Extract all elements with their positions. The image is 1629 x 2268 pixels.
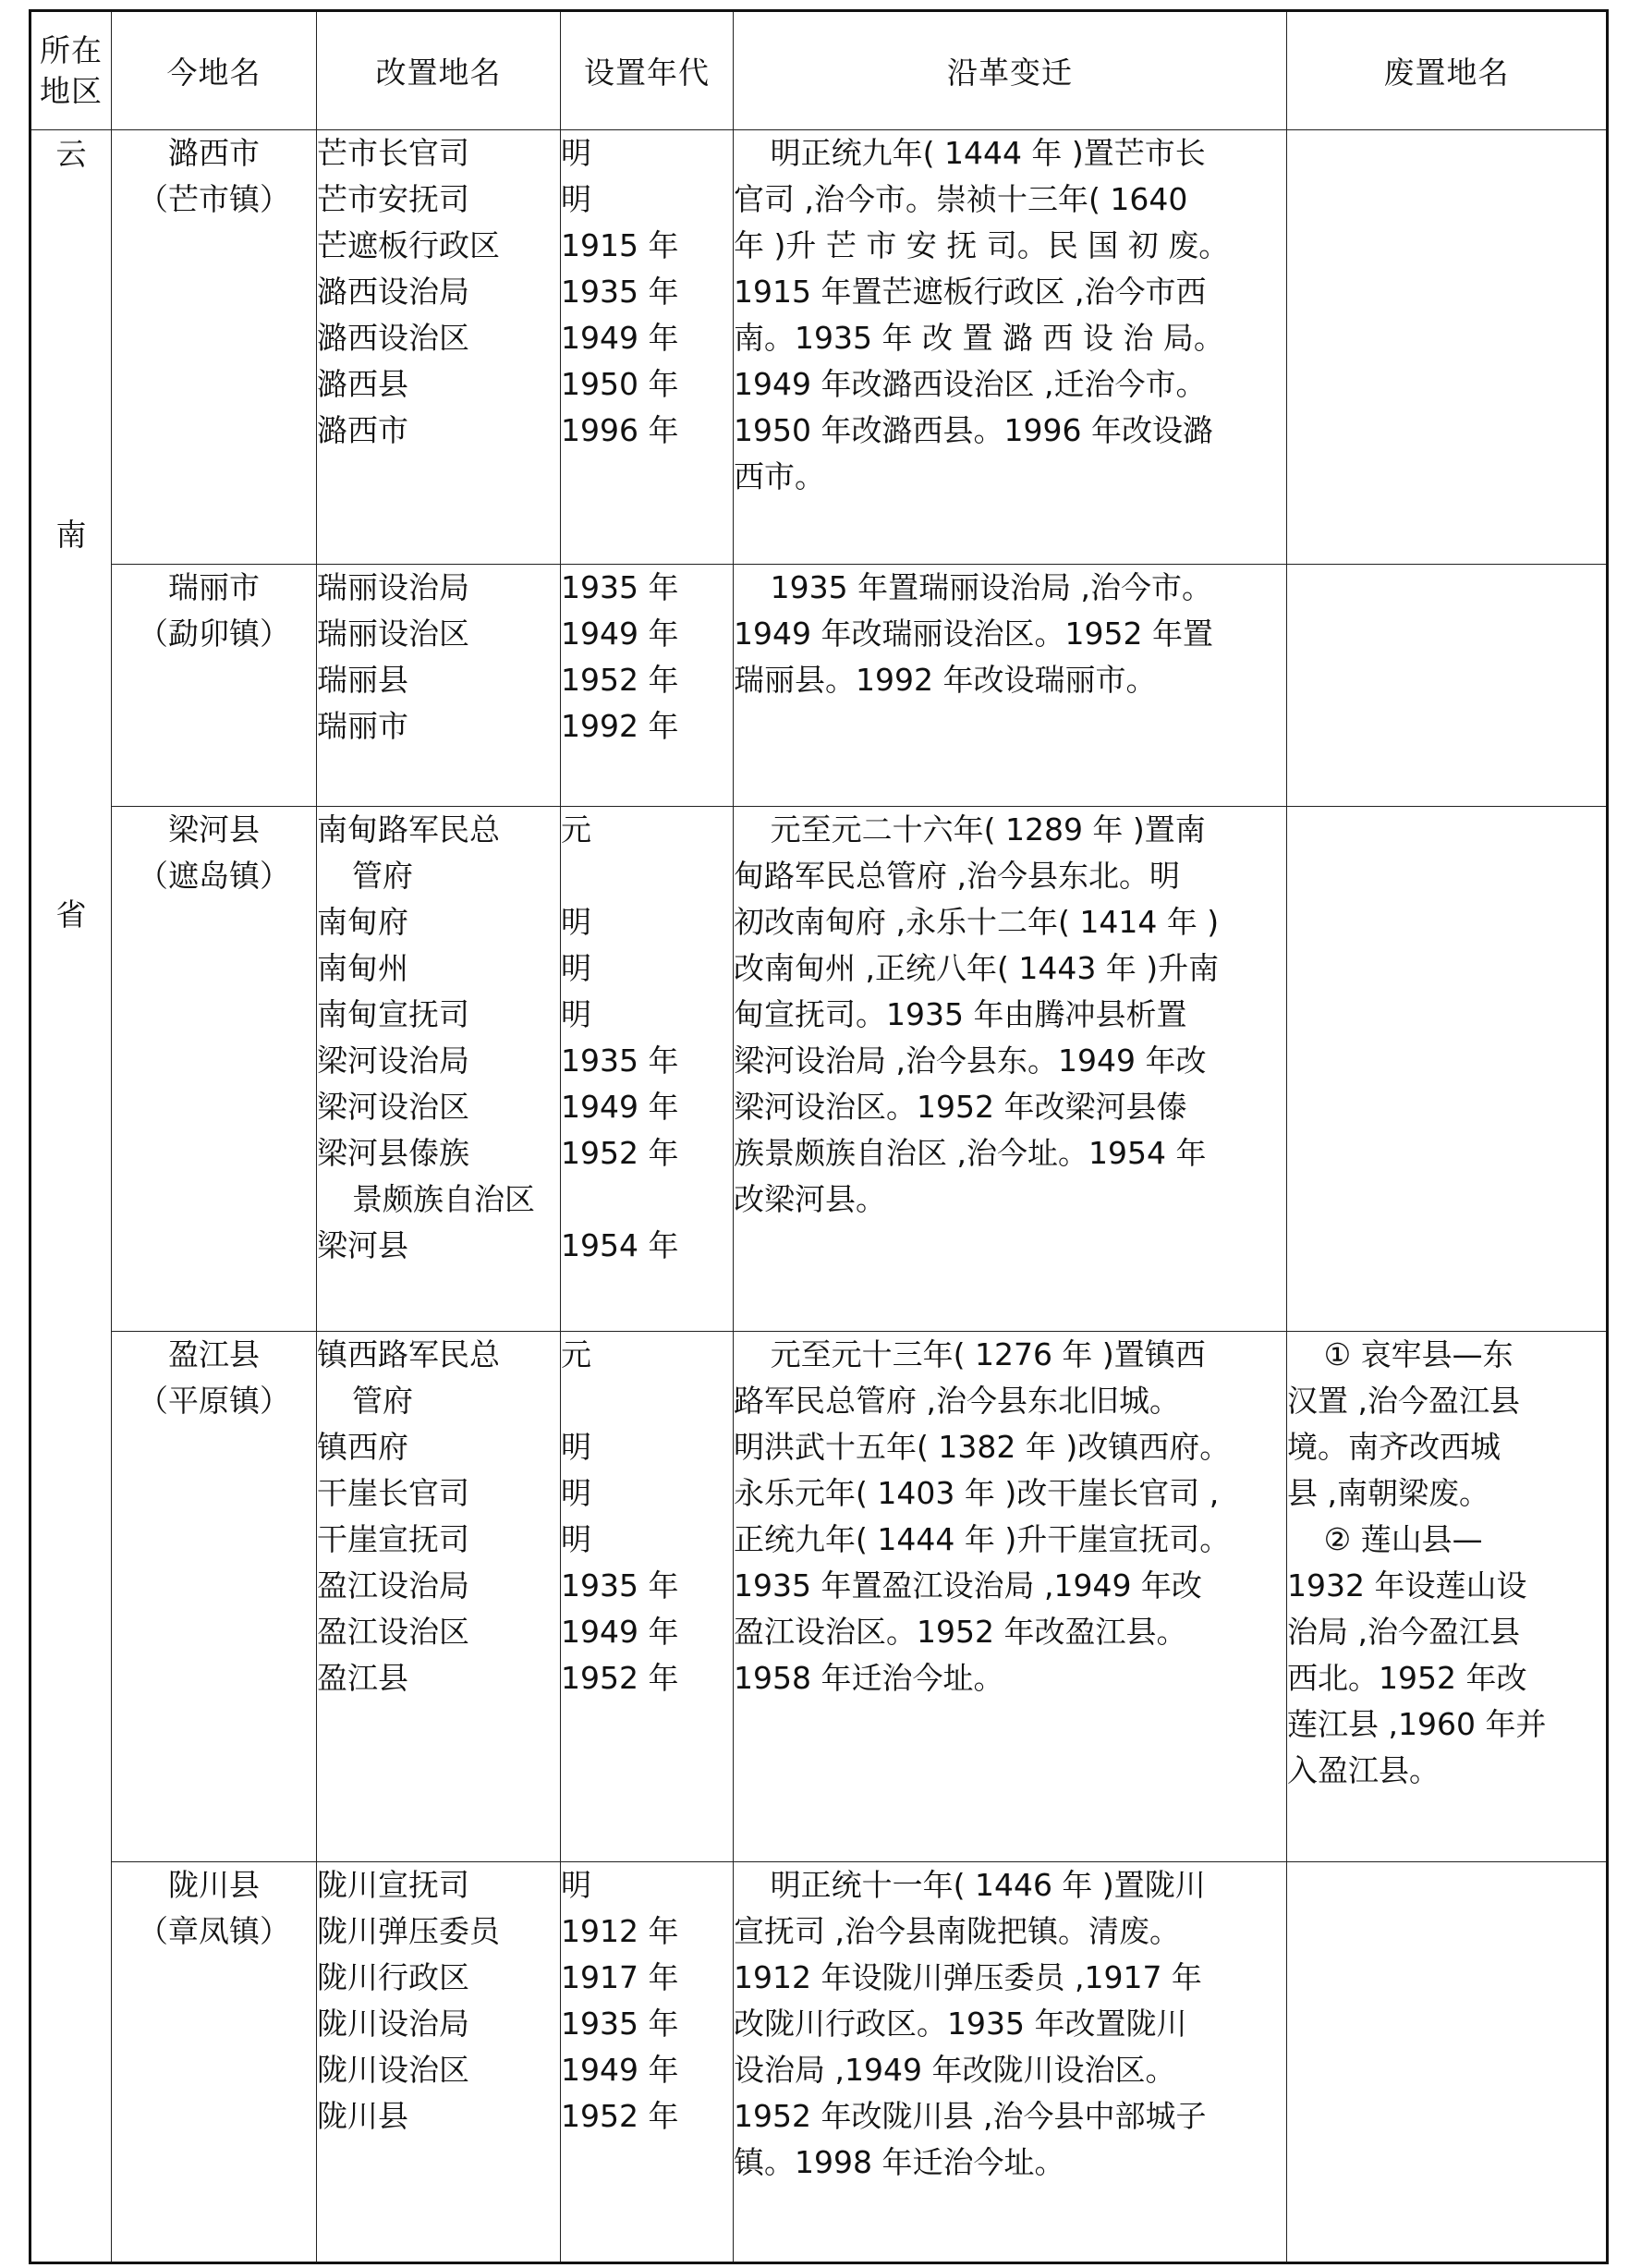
text-line: 1958 年迁治今址。	[734, 1660, 1004, 1696]
region-label	[31, 130, 111, 934]
list-item: 梁河县傣族	[317, 1135, 469, 1171]
table-body	[30, 130, 1608, 2263]
text-line: 西北。1952 年改	[1287, 1660, 1527, 1696]
list-item	[561, 1177, 733, 1223]
text-line: ① 哀牢县—东	[1323, 1336, 1514, 1372]
list-item: 1952 年	[561, 662, 679, 698]
county-seat: （平原镇）	[138, 1383, 290, 1419]
list-item: 梁河设治区	[317, 1089, 469, 1125]
header-current-name: 今地名	[112, 11, 317, 130]
header-row	[30, 11, 1608, 130]
region-char: 云	[55, 136, 87, 172]
text-line: 元至元十三年( 1276 年 )置镇西	[770, 1336, 1206, 1372]
text-line: 梁河设治局 ,治今县东。1949 年改	[734, 1043, 1207, 1079]
list-item: 1996 年	[561, 412, 679, 448]
history-cell	[734, 1862, 1287, 2263]
county-seat: （芒市镇）	[138, 181, 290, 217]
list-item: 陇川设治区	[317, 2052, 469, 2088]
list-item: 1935 年	[561, 2006, 679, 2042]
text-line: 设治局 ,1949 年改陇川设治区。	[734, 2052, 1176, 2088]
current-name-cell	[112, 565, 317, 807]
history-cell	[734, 1332, 1287, 1862]
list-item: 瑞丽设治局	[317, 569, 469, 605]
history-cell	[734, 807, 1287, 1332]
text-line: 1935 年置盈江设治局 ,1949 年改	[734, 1567, 1202, 1603]
abolished-cell	[1287, 1862, 1608, 2263]
list-item: 盈江设治区	[317, 1614, 469, 1650]
list-item: 陇川宣抚司	[317, 1867, 469, 1903]
text-line: 1932 年设莲山设	[1287, 1567, 1527, 1603]
list-item: 1949 年	[561, 2052, 679, 2088]
header-region-line1: 所在	[40, 31, 103, 68]
county-seat: （勐卯镇）	[138, 616, 290, 652]
table-row	[30, 130, 1608, 565]
text-line: 官司 ,治今市。崇祯十三年( 1640	[734, 181, 1188, 217]
header-abolished: 废置地名	[1287, 11, 1608, 130]
list-item: 1912 年	[561, 1913, 679, 1949]
list-item: 明	[561, 135, 591, 171]
header-region-line2: 地区	[40, 72, 103, 109]
current-name: 盈江县	[168, 1336, 260, 1372]
text-line: 南。1935 年 改 置 潞 西 设 治 局。	[734, 320, 1224, 356]
history-cell	[734, 130, 1287, 565]
list-item: 南甸府	[317, 904, 408, 940]
text-line: 1950 年改潞西县。1996 年改设潞	[734, 412, 1213, 448]
list-item: 盈江县	[317, 1660, 408, 1696]
header-history: 沿革变迁	[734, 11, 1287, 130]
text-line: 改梁河县。	[734, 1181, 886, 1217]
text-line: 梁河设治区。1952 年改梁河县傣	[734, 1089, 1187, 1125]
list-item: 1952 年	[561, 2098, 679, 2134]
text-line: 族景颇族自治区 ,治今址。1954 年	[734, 1135, 1207, 1171]
text-line: 1912 年设陇川弹压委员 ,1917 年	[734, 1959, 1202, 1995]
list-item: 瑞丽设治区	[317, 616, 469, 652]
list-item: 明	[561, 1867, 591, 1903]
years-cell	[561, 1332, 734, 1862]
list-item: 元	[561, 811, 591, 847]
list-item: 1917 年	[561, 1959, 679, 1995]
text-line: 年 )升 芒 市 安 抚 司。民 国 初 废。	[734, 227, 1230, 263]
current-name: 潞西市	[168, 135, 260, 171]
text-line: 镇。1998 年迁治今址。	[734, 2144, 1065, 2180]
table-row	[30, 565, 1608, 807]
abolished-cell	[1287, 1332, 1608, 1862]
text-line: 改南甸州 ,正统八年( 1443 年 )升南	[734, 950, 1220, 986]
region-char: 南	[55, 516, 87, 553]
list-item: 梁河县	[317, 1227, 408, 1263]
header-year: 设置年代	[561, 11, 734, 130]
list-item: 陇川设治局	[317, 2006, 469, 2042]
changed-names-cell	[317, 807, 561, 1332]
changed-names-cell	[317, 1332, 561, 1862]
list-item: 南甸宣抚司	[317, 996, 469, 1032]
list-item: 南甸路军民总	[317, 811, 500, 847]
text-line: 改陇川行政区。1935 年改置陇川	[734, 2006, 1187, 2042]
text-line: 1935 年置瑞丽设治局 ,治今市。	[770, 569, 1213, 605]
list-item: 梁河设治局	[317, 1043, 469, 1079]
table-row	[30, 1332, 1608, 1862]
years-cell	[561, 1862, 734, 2263]
list-item: 干崖长官司	[317, 1475, 469, 1511]
list-item: 明	[561, 1521, 591, 1557]
region-char: 省	[55, 896, 87, 933]
list-item: 明	[561, 1429, 591, 1465]
list-item: 盈江设治局	[317, 1567, 469, 1603]
list-item: 1950 年	[561, 366, 679, 402]
text-line: 西市。	[734, 458, 825, 494]
years-cell	[561, 130, 734, 565]
current-name: 梁河县	[168, 811, 260, 847]
list-item: 芒遮板行政区	[317, 227, 500, 263]
abolished-cell	[1287, 565, 1608, 807]
current-name-cell	[112, 130, 317, 565]
list-item: 1949 年	[561, 1614, 679, 1650]
current-name: 陇川县	[168, 1867, 260, 1903]
list-item: 瑞丽市	[317, 708, 408, 744]
current-name-cell	[112, 1862, 317, 2263]
current-name-cell	[112, 807, 317, 1332]
text-line: 明洪武十五年( 1382 年 )改镇西府。	[734, 1429, 1231, 1465]
text-line: 永乐元年( 1403 年 )改干崖长官司 ,	[734, 1475, 1220, 1511]
list-item: 1992 年	[561, 708, 679, 744]
history-cell	[734, 565, 1287, 807]
history-table	[29, 9, 1609, 2264]
list-item: 1915 年	[561, 227, 679, 263]
list-item: 元	[561, 1336, 591, 1372]
text-line: 宣抚司 ,治今县南陇把镇。清废。	[734, 1913, 1180, 1949]
changed-names-cell	[317, 565, 561, 807]
list-item	[561, 1378, 733, 1424]
list-item	[561, 853, 733, 899]
list-item: 明	[561, 996, 591, 1032]
text-line: 明正统十一年( 1446 年 )置陇川	[770, 1867, 1206, 1903]
list-item: 1949 年	[561, 616, 679, 652]
text-line: 路军民总管府 ,治今县东北旧城。	[734, 1383, 1180, 1419]
list-item: 镇西路军民总	[317, 1336, 500, 1372]
table-row	[30, 1862, 1608, 2263]
years-cell	[561, 565, 734, 807]
region-cell	[30, 130, 112, 2263]
current-name: 瑞丽市	[168, 569, 260, 605]
text-line: 境。南齐改西城	[1287, 1429, 1501, 1465]
list-item: 1935 年	[561, 274, 679, 310]
text-line: 盈江设治区。1952 年改盈江县。	[734, 1614, 1187, 1650]
list-item: 陇川弹压委员	[317, 1913, 500, 1949]
list-item: 瑞丽县	[317, 662, 408, 698]
abolished-cell	[1287, 807, 1608, 1332]
text-line: 1915 年置芒遮板行政区 ,治今市西	[734, 274, 1207, 310]
list-item: 干崖宣抚司	[317, 1521, 469, 1557]
list-item: 1935 年	[561, 569, 679, 605]
list-item: 南甸州	[317, 950, 408, 986]
list-item: 潞西设治局	[317, 274, 469, 310]
abolished-cell	[1287, 130, 1608, 565]
text-line: 明正统九年( 1444 年 )置芒市长	[770, 135, 1206, 171]
list-item: 陇川行政区	[317, 1959, 469, 1995]
text-line: 瑞丽县。1992 年改设瑞丽市。	[734, 662, 1157, 698]
list-item: 1935 年	[561, 1567, 679, 1603]
list-item: 1952 年	[561, 1135, 679, 1171]
list-item: 明	[561, 950, 591, 986]
list-item: 1954 年	[561, 1227, 679, 1263]
text-line: 汉置 ,治今盈江县	[1287, 1383, 1520, 1419]
list-item: 陇川县	[317, 2098, 408, 2134]
list-item: 镇西府	[317, 1429, 408, 1465]
list-item: 1952 年	[561, 1660, 679, 1696]
list-item: 潞西市	[317, 412, 408, 448]
list-item: 明	[561, 181, 591, 217]
text-line: 治局 ,治今盈江县	[1287, 1614, 1520, 1650]
list-item: 管府	[352, 858, 413, 894]
text-line: 元至元二十六年( 1289 年 )置南	[770, 811, 1206, 847]
text-line: 入盈江县。	[1287, 1752, 1440, 1788]
list-item: 管府	[352, 1383, 413, 1419]
header-changed-name: 改置地名	[317, 11, 561, 130]
list-item: 1949 年	[561, 320, 679, 356]
county-seat: （章凤镇）	[138, 1913, 290, 1949]
list-item: 潞西县	[317, 366, 408, 402]
text-line: 1952 年改陇川县 ,治今县中部城子	[734, 2098, 1207, 2134]
list-item: 明	[561, 1475, 591, 1511]
list-item: 芒市安抚司	[317, 181, 469, 217]
text-line: 1949 年改瑞丽设治区。1952 年置	[734, 616, 1213, 652]
list-item: 潞西设治区	[317, 320, 469, 356]
list-item: 景颇族自治区	[352, 1181, 535, 1217]
changed-names-cell	[317, 130, 561, 565]
header-region	[30, 11, 112, 130]
list-item: 1949 年	[561, 1089, 679, 1125]
text-line: 甸路军民总管府 ,治今县东北。明	[734, 858, 1180, 894]
text-line: ② 莲山县—	[1323, 1521, 1483, 1557]
text-line: 正统九年( 1444 年 )升干崖宣抚司。	[734, 1521, 1231, 1557]
list-item: 明	[561, 904, 591, 940]
text-line: 莲江县 ,1960 年并	[1287, 1706, 1547, 1742]
county-seat: （遮岛镇）	[138, 858, 290, 894]
current-name-cell	[112, 1332, 317, 1862]
changed-names-cell	[317, 1862, 561, 2263]
text-line: 甸宣抚司。1935 年由腾冲县析置	[734, 996, 1187, 1032]
text-line: 1949 年改潞西设治区 ,迁治今市。	[734, 366, 1207, 402]
text-line: 初改南甸府 ,永乐十二年( 1414 年 )	[734, 904, 1220, 940]
list-item: 芒市长官司	[317, 135, 469, 171]
table-row	[30, 807, 1608, 1332]
years-cell	[561, 807, 734, 1332]
text-line: 县 ,南朝梁废。	[1287, 1475, 1489, 1511]
list-item: 1935 年	[561, 1043, 679, 1079]
